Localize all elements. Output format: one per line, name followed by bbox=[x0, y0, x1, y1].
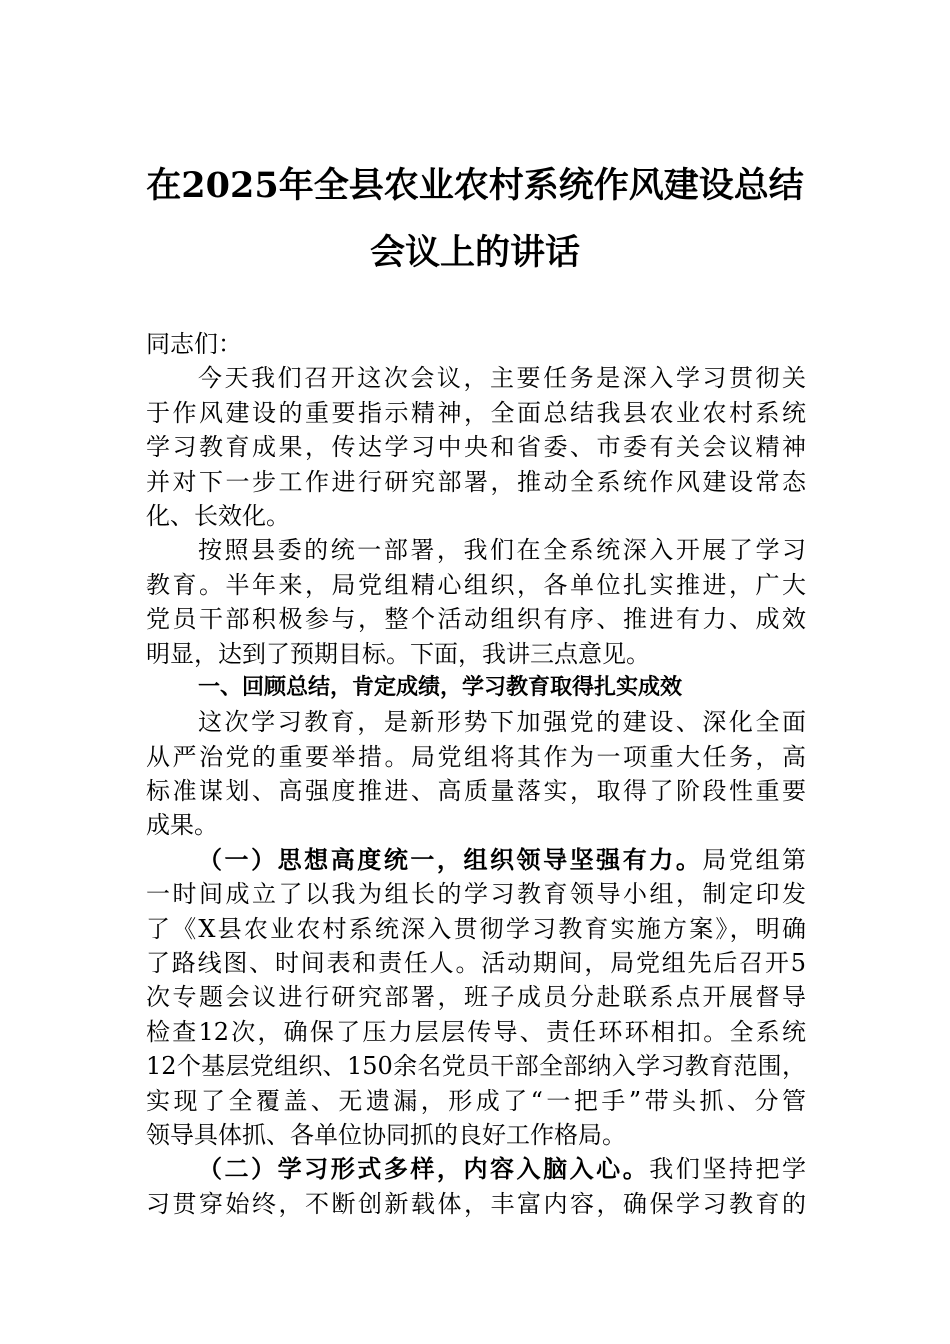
salutation: 同志们： bbox=[146, 330, 242, 358]
paragraph-line: 一时间成立了以我为组长的学习教育领导小组，制定印发 bbox=[146, 880, 806, 909]
paragraph-line: 习贯穿始终，不断创新载体，丰富内容，确保学习教育的 bbox=[146, 1189, 806, 1218]
paragraph-line: 学习教育成果，传达学习中央和省委、市委有关会议精神 bbox=[146, 433, 806, 462]
document-title-line-1: 在2025年全县农业农村系统作风建设总结 bbox=[146, 165, 804, 206]
subsection-heading: （一）思想高度统一，组织领导坚强有力。 bbox=[198, 844, 703, 874]
paragraph-line: 并对下一步工作进行研究部署，推动全系统作风建设常态 bbox=[146, 467, 806, 496]
paragraph-line: 这次学习教育，是新形势下加强党的建设、深化全面 bbox=[198, 708, 806, 737]
paragraph-line: 12个基层党组织、150余名党员干部全部纳入学习教育范围， bbox=[146, 1052, 806, 1081]
paragraph-line: 了路线图、时间表和责任人。活动期间，局党组先后召开5 bbox=[146, 949, 806, 978]
subsection-heading: （二）学习形式多样，内容入脑入心。 bbox=[198, 1154, 650, 1184]
paragraph-line: 按照县委的统一部署，我们在全系统深入开展了学习 bbox=[198, 536, 806, 565]
paragraph-line: 化、长效化。 bbox=[146, 501, 290, 530]
paragraph-line: 从严治党的重要举措。局党组将其作为一项重大任务，高 bbox=[146, 742, 806, 771]
paragraph-line: 领导具体抓、各单位协同抓的良好工作格局。 bbox=[146, 1120, 626, 1149]
paragraph-line: 今天我们召开这次会议，主要任务是深入学习贯彻关 bbox=[198, 364, 806, 393]
subsection-text: 我们坚持把学 bbox=[649, 1155, 807, 1184]
paragraph-line: 教育。半年来，局党组精心组织，各单位扎实推进，广大 bbox=[146, 570, 806, 599]
document-body bbox=[146, 327, 806, 1221]
subsection-text: 局党组第 bbox=[702, 845, 807, 874]
paragraph-line: 实现了全覆盖、无遗漏，形成了“一把手”带头抓、分管 bbox=[146, 1086, 806, 1115]
section-heading: 一、回顾总结，肯定成绩，学习教育取得扎实成效 bbox=[198, 674, 683, 700]
paragraph-line: 党员干部积极参与，整个活动组织有序、推进有力、成效 bbox=[146, 605, 806, 634]
paragraph-line: 明显，达到了预期目标。下面，我讲三点意见。 bbox=[146, 639, 650, 668]
paragraph-line: 标准谋划、高强度推进、高质量落实，取得了阶段性重要 bbox=[146, 777, 806, 806]
document-title-line-2: 会议上的讲话 bbox=[369, 232, 580, 273]
paragraph-line: 于作风建设的重要指示精神，全面总结我县农业农村系统 bbox=[146, 398, 806, 427]
subsection-line bbox=[146, 1152, 806, 1186]
paragraph-line: 检查12次，确保了压力层层传导、责任环环相扣。全系统 bbox=[146, 1017, 806, 1046]
subsection-line bbox=[146, 843, 806, 877]
paragraph-line: 成果。 bbox=[146, 811, 218, 840]
paragraph-line: 了《X县农业农村系统深入贯彻学习教育实施方案》，明确 bbox=[146, 914, 806, 943]
paragraph-line: 次专题会议进行研究部署，班子成员分赴联系点开展督导 bbox=[146, 983, 806, 1012]
